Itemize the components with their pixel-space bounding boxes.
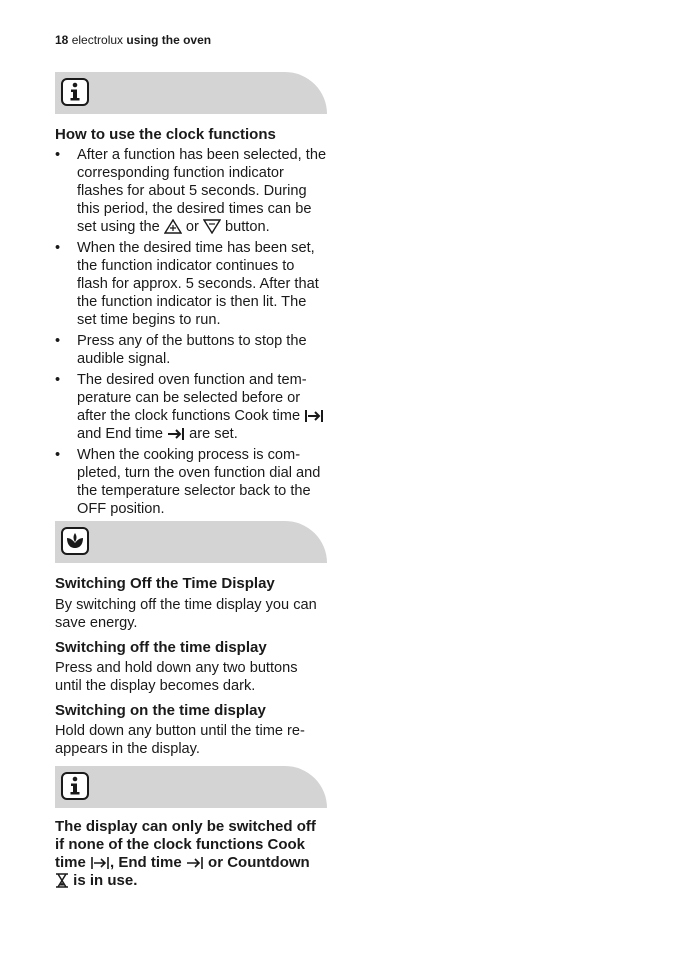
- up-triangle-plus-icon: [164, 219, 182, 234]
- clock-list: [55, 146, 327, 518]
- list-item: • Press any of the buttons to stop the audible signal.: [55, 333, 307, 367]
- info-icon: [61, 78, 89, 106]
- end-time-icon: [167, 427, 185, 441]
- display-intro: By switching off the time display you can save energy.: [55, 597, 317, 631]
- display-heading: Switching Off the Time Display: [55, 575, 275, 592]
- list-item: • After a function has been selected, the corresponding function indicator flashes for about 5 seconds. During this period, the desired times can be set using the or button.: [55, 147, 327, 235]
- display-off-text: Press and hold down any two buttons until the display becomes dark.: [55, 660, 298, 694]
- down-triangle-minus-icon: [203, 219, 221, 234]
- page-number: 18: [55, 33, 69, 47]
- note-text: The display can only be switched off if none of the clock functions Cook time , End time or Countdown is in use.: [55, 818, 316, 889]
- info-icon: [61, 772, 89, 800]
- display-on-text: Hold down any button until the time re-appears in the display.: [55, 723, 305, 757]
- display-on-heading: Switching on the time display: [55, 702, 266, 719]
- page-header: [55, 33, 211, 47]
- end-time-icon: [186, 856, 204, 870]
- clock-heading: How to use the clock functions: [55, 126, 276, 143]
- hourglass-icon: [55, 873, 69, 888]
- time-display-section: [55, 575, 327, 758]
- section-title: using the oven: [126, 33, 212, 47]
- list-item: • When the desired time has been set, the function indicator continues to flash for approx. 5 seconds. After that the function indicator is then lit. The set time begins to run.: [55, 240, 319, 328]
- list-item: • The desired oven function and tem-perature can be selected before or after the clock functions Cook time and End time are set.: [55, 371, 327, 443]
- info-banner-1: [55, 72, 327, 114]
- cook-time-icon: [90, 856, 110, 870]
- eco-banner: [55, 521, 327, 563]
- list-item: • When the cooking process is com-pleted, turn the oven function dial and the temperature selector back to the OFF position.: [55, 447, 321, 517]
- leaf-eco-icon: [61, 527, 89, 555]
- display-off-heading: Switching off the time display: [55, 639, 267, 656]
- cook-time-icon: [304, 409, 324, 423]
- info-banner-2: [55, 766, 327, 808]
- brand-name: electrolux: [71, 33, 124, 47]
- clock-functions-section: [55, 126, 327, 521]
